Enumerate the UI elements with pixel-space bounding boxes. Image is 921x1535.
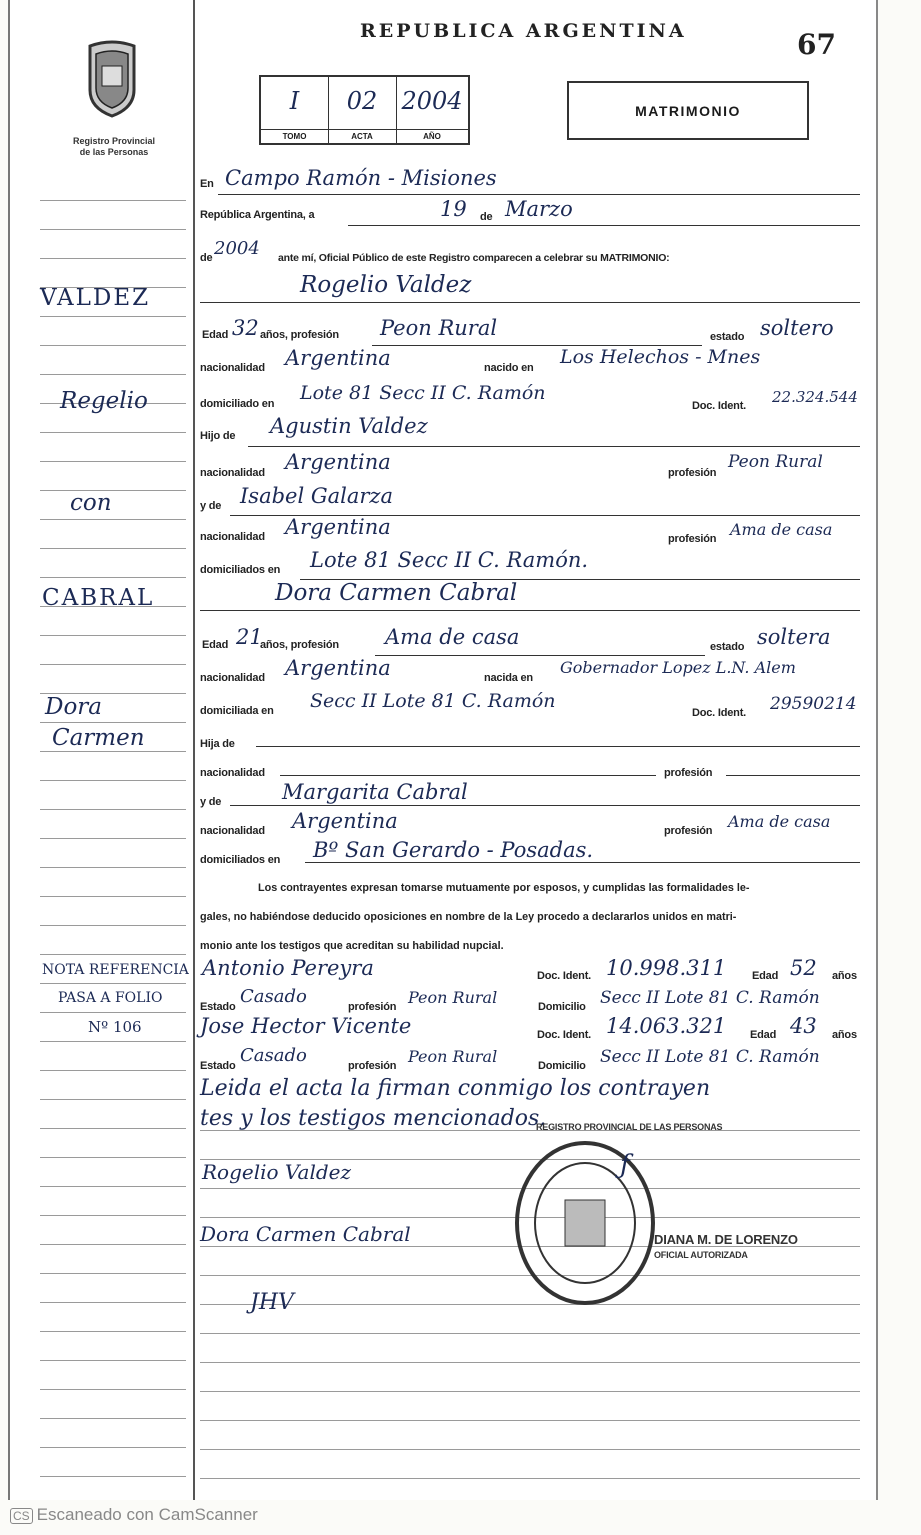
value-groom-father-nationality: Argentina — [285, 450, 391, 474]
margin-rule — [40, 1099, 186, 1100]
label-witness1-estado: Estado — [200, 1001, 236, 1013]
camscanner-icon: CS — [10, 1508, 33, 1524]
label-witness1-anos: años — [832, 970, 857, 982]
label-witness2-anos: años — [832, 1029, 857, 1041]
value-groom-mother-nationality: Argentina — [285, 515, 391, 539]
official-title-stamp: OFICIAL AUTORIZADA — [654, 1250, 748, 1260]
label-bride-profesion: años, profesión — [260, 639, 339, 651]
label-bride-estado: estado — [710, 641, 745, 653]
margin-note-3: Nº 106 — [88, 1018, 142, 1036]
signature-witness: JHV — [250, 1290, 294, 1315]
label-groom-domiciliado: domiciliado en — [200, 398, 275, 410]
margin-rule — [40, 954, 186, 955]
acta-value: 02 — [346, 87, 378, 115]
body-rule — [200, 1391, 860, 1392]
label-de-year: de — [200, 252, 213, 264]
body-rule — [200, 1420, 860, 1421]
acta-label: ACTA — [328, 129, 396, 141]
margin-divider — [193, 0, 195, 1500]
label-bride-nacida: nacida en — [484, 672, 533, 684]
label-father-profesion: profesión — [668, 467, 717, 479]
margin-rule — [40, 1331, 186, 1332]
tomo-label: TOMO — [261, 129, 328, 141]
label-witness2-estado: Estado — [200, 1060, 236, 1072]
label-y-de-mother: y de — [200, 500, 222, 512]
margin-rule — [40, 374, 186, 375]
value-witness2-age: 43 — [790, 1014, 817, 1038]
acta-cell — [328, 77, 397, 143]
value-witness1-profession: Peon Rural — [408, 988, 498, 1007]
body-rule — [200, 1362, 860, 1363]
label-bride-edad: Edad — [202, 639, 229, 651]
margin-rule — [40, 548, 186, 549]
value-groom-age: 32 — [232, 316, 259, 340]
margin-rule — [40, 345, 186, 346]
margin-rule — [40, 1476, 186, 1477]
value-groom-parents-address: Lote 81 Secc II C. Ramón. — [310, 548, 589, 572]
margin-rule — [40, 1244, 186, 1245]
seal-text: REGISTRO PROVINCIAL DE LAS PERSONAS — [536, 1122, 723, 1132]
margin-rule — [40, 1186, 186, 1187]
label-groom-nacido: nacido en — [484, 362, 534, 374]
margin-rule — [40, 316, 186, 317]
margin-rule — [40, 867, 186, 868]
label-witness1-domicilio: Domicilio — [538, 1001, 586, 1013]
line-groom-fullname — [200, 302, 860, 303]
margin-note-2: PASA A FOLIO — [58, 990, 163, 1006]
margin-rule — [40, 229, 186, 230]
line-bride-father — [256, 746, 860, 747]
paragraph-line1: Los contrayentes expresan tomarse mutuamente por esposos, y cumplidas las formalidades le- — [258, 882, 750, 894]
value-groom-father-profession: Peon Rural — [728, 452, 823, 472]
margin-bride-name-2: Carmen — [52, 725, 145, 751]
value-bride-birthplace: Gobernador Lopez L.N. Alem — [560, 658, 796, 677]
signature-bride: Dora Carmen Cabral — [200, 1222, 411, 1246]
tomo-cell — [261, 77, 329, 143]
margin-rule — [40, 983, 186, 984]
value-groom-father: Agustin Valdez — [270, 414, 428, 438]
label-groom-edad: Edad — [202, 329, 229, 341]
margin-rule — [40, 1012, 186, 1013]
margin-groom-name: Regelio — [60, 388, 148, 414]
paragraph-line2: gales, no habiéndose deducido oposiciones en nombre de la Ley procedo a declararlos unidos en matri- — [200, 911, 737, 923]
line-bride-fullname — [200, 610, 860, 611]
value-witness2-status: Casado — [240, 1045, 307, 1066]
body-rule — [200, 1333, 860, 1334]
value-bride-status: soltera — [757, 625, 831, 649]
label-bride-domiciliada: domiciliada en — [200, 705, 274, 717]
label-groom-parents-domiciliados: domiciliados en — [200, 564, 281, 576]
act-type-box — [567, 81, 809, 140]
line-bride-mother — [230, 805, 860, 806]
value-bride-age: 21 — [236, 625, 263, 649]
signature-groom: Rogelio Valdez — [202, 1160, 352, 1184]
label-mother-nacionalidad: nacionalidad — [200, 531, 265, 543]
value-bride-parents-address: Bº San Gerardo - Posadas. — [313, 838, 594, 862]
label-bride-doc: Doc. Ident. — [692, 707, 747, 719]
line-bride-profession — [375, 655, 705, 656]
value-bride-mother-profession: Ama de casa — [728, 812, 831, 831]
value-witness2-name: Jose Hector Vicente — [200, 1014, 412, 1038]
label-witness2-doc: Doc. Ident. — [537, 1029, 592, 1041]
label-groom-estado: estado — [710, 331, 745, 343]
line-bride-father-nationality — [280, 775, 656, 776]
line-date — [348, 225, 860, 226]
margin-rule — [40, 1070, 186, 1071]
label-groom-nacionalidad: nacionalidad — [200, 362, 265, 374]
line-groom-father — [248, 446, 860, 447]
paragraph-line3: monio ante los testigos que acreditan su habilidad nupcial. — [200, 940, 504, 952]
value-bride-mother: Margarita Cabral — [282, 780, 468, 804]
margin-rule — [40, 635, 186, 636]
label-bride-mother-profesion: profesión — [664, 825, 713, 837]
margin-rule — [40, 1447, 186, 1448]
margin-bride-name-1: Dora — [45, 694, 102, 720]
margin-rule — [40, 751, 186, 752]
margin-bride-surname: CABRAL — [42, 585, 155, 611]
value-groom-fullname: Rogelio Valdez — [300, 272, 472, 298]
value-groom-doc: 22.324.544 — [772, 388, 858, 406]
label-witness2-edad: Edad — [750, 1029, 777, 1041]
label-y-de-bride-mother: y de — [200, 796, 222, 808]
ano-label: AÑO — [396, 129, 468, 141]
body-rule — [200, 1449, 860, 1450]
label-en: En — [200, 178, 214, 190]
official-seal-icon — [510, 1138, 660, 1308]
margin-rule — [40, 1273, 186, 1274]
line-bride-father-profession — [726, 775, 860, 776]
value-bride-profession: Ama de casa — [385, 625, 520, 649]
label-mother-profesion: profesión — [668, 533, 717, 545]
margin-rule — [40, 1215, 186, 1216]
body-rule — [200, 1478, 860, 1479]
margin-rule — [40, 1041, 186, 1042]
label-witness1-profesion: profesión — [348, 1001, 397, 1013]
label-witness2-domicilio: Domicilio — [538, 1060, 586, 1072]
value-witness2-profession: Peon Rural — [408, 1047, 498, 1066]
scanner-footer — [10, 1505, 258, 1525]
value-groom-profession: Peon Rural — [380, 316, 498, 340]
value-bride-nationality: Argentina — [285, 656, 391, 680]
value-witness1-age: 52 — [790, 956, 817, 980]
margin-rule — [40, 490, 186, 491]
margin-rule — [40, 1157, 186, 1158]
label-witness1-edad: Edad — [752, 970, 779, 982]
margin-rule — [40, 838, 186, 839]
label-hija-de: Hija de — [200, 738, 235, 750]
margin-rule — [40, 519, 186, 520]
ano-value: 2004 — [401, 87, 463, 115]
value-groom-status: soltero — [760, 316, 834, 340]
margin-rule — [40, 258, 186, 259]
margin-note-1: NOTA REFERENCIA — [42, 962, 189, 978]
provincial-shield-icon — [82, 40, 142, 120]
record-box — [259, 75, 470, 145]
registry-label-line1: Registro Provincial — [72, 136, 156, 146]
label-intro: ante mí, Oficial Público de este Registro comparecen a celebrar su MATRIMONIO: — [278, 252, 670, 264]
margin-rule — [40, 1302, 186, 1303]
margin-rule — [40, 200, 186, 201]
label-witness2-profesion: profesión — [348, 1060, 397, 1072]
label-witness1-doc: Doc. Ident. — [537, 970, 592, 982]
label-father-nacionalidad: nacionalidad — [200, 467, 265, 479]
value-groom-address: Lote 81 Secc II C. Ramón — [300, 382, 546, 404]
tomo-value: I — [289, 87, 300, 115]
margin-rule — [40, 1128, 186, 1129]
value-bride-address: Secc II Lote 81 C. Ramón — [310, 690, 556, 712]
margin-rule — [40, 780, 186, 781]
value-witness2-doc: 14.063.321 — [606, 1014, 727, 1038]
margin-rule — [40, 577, 186, 578]
registry-label-line2: de las Personas — [79, 147, 149, 157]
value-groom-mother: Isabel Galarza — [240, 484, 394, 508]
margin-rule — [40, 896, 186, 897]
registry-label — [54, 136, 174, 158]
value-witness1-name: Antonio Pereyra — [202, 956, 374, 980]
label-hijo-de: Hijo de — [200, 430, 236, 442]
ano-cell — [396, 77, 468, 143]
page-number: 67 — [797, 28, 836, 61]
label-de-month: de — [480, 211, 493, 223]
value-month: Marzo — [505, 197, 573, 221]
line-place — [218, 194, 860, 195]
margin-rule — [40, 461, 186, 462]
label-groom-doc: Doc. Ident. — [692, 400, 747, 412]
act-type-label: MATRIMONIO — [635, 103, 741, 119]
value-witness2-address: Secc II Lote 81 C. Ramón — [600, 1047, 820, 1067]
label-bride-nacionalidad: nacionalidad — [200, 672, 265, 684]
margin-rule — [40, 809, 186, 810]
value-witness1-doc: 10.998.311 — [606, 956, 727, 980]
label-bride-mother-nacionalidad: nacionalidad — [200, 825, 265, 837]
label-bride-parents-domiciliados: domiciliados en — [200, 854, 281, 866]
scanner-footer-text: Escaneado con CamScanner — [36, 1505, 258, 1524]
official-signature: ƒ — [620, 1150, 630, 1180]
value-witness1-status: Casado — [240, 986, 307, 1007]
margin-rule — [40, 432, 186, 433]
official-name-stamp: DIANA M. DE LORENZO — [654, 1232, 798, 1247]
margin-rule — [40, 722, 186, 723]
value-place: Campo Ramón - Misiones — [225, 166, 497, 190]
margin-rule — [40, 664, 186, 665]
value-closing-line2: tes y los testigos mencionados. — [200, 1106, 547, 1131]
label-republica: República Argentina, a — [200, 209, 315, 221]
value-witness1-address: Secc II Lote 81 C. Ramón — [600, 988, 820, 1008]
margin-rule — [40, 1418, 186, 1419]
margin-rule — [40, 1389, 186, 1390]
header-title: REPUBLICA ARGENTINA — [360, 20, 687, 42]
label-bride-father-nacionalidad: nacionalidad — [200, 767, 265, 779]
label-groom-profesion: años, profesión — [260, 329, 339, 341]
value-groom-nationality: Argentina — [285, 346, 391, 370]
value-bride-fullname: Dora Carmen Cabral — [275, 580, 518, 606]
value-bride-doc: 29590214 — [770, 694, 857, 714]
margin-connector: con — [70, 490, 112, 516]
margin-groom-surname: VALDEZ — [40, 285, 151, 311]
value-day: 19 — [440, 197, 467, 221]
value-groom-mother-profession: Ama de casa — [730, 520, 833, 539]
value-bride-mother-nationality: Argentina — [292, 809, 398, 833]
value-year: 2004 — [214, 238, 260, 259]
line-bride-parents-address — [305, 862, 860, 863]
label-bride-father-profesion: profesión — [664, 767, 713, 779]
value-closing-line1: Leida el acta la firman conmigo los contrayen — [200, 1076, 711, 1101]
margin-rule — [40, 1360, 186, 1361]
value-groom-birthplace: Los Helechos - Mnes — [560, 346, 761, 368]
margin-rule — [40, 925, 186, 926]
